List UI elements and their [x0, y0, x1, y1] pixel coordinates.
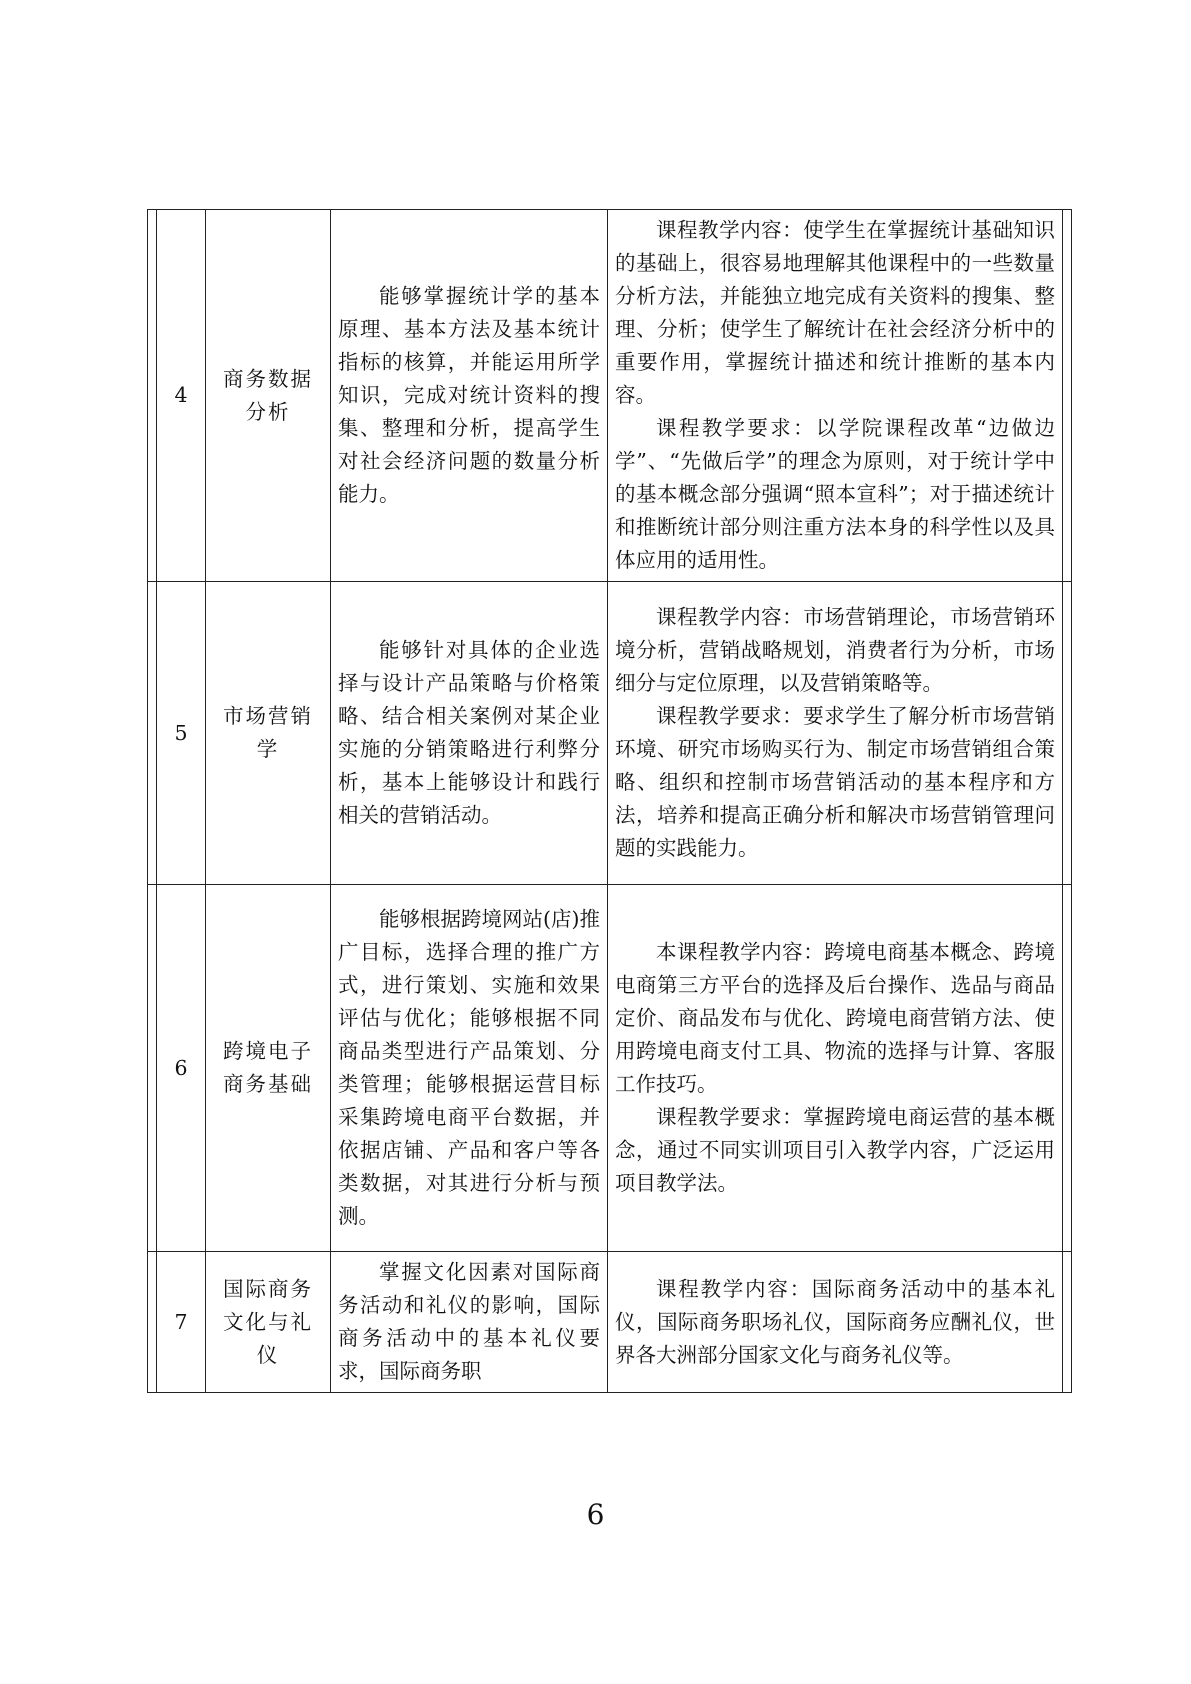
left-margin-cell	[148, 582, 157, 885]
course-goal	[331, 1252, 608, 1393]
page-number: 6	[586, 1498, 605, 1531]
course-name: 市场营销学	[206, 582, 331, 885]
right-margin-cell	[1063, 885, 1072, 1252]
course-table	[147, 209, 1072, 1393]
teaching-requirement: 课程教学要求：以学院课程改革“边做边学”、“先做后学”的理念为原则，对于统计学中的基本概念部分强调“照本宣科”；对于描述统计和推断统计部分则注重方法本身的科学性以及具体应用的适用性。	[615, 416, 1055, 572]
course-description	[608, 582, 1063, 885]
course-goal-text: 能够针对具体的企业选择与设计产品策略与价格策略、结合相关案例对某企业实施的分销策略进行利弊分析，基本上能够设计和践行相关的营销活动。	[338, 638, 600, 827]
course-description	[608, 885, 1063, 1252]
left-margin-cell	[148, 210, 157, 582]
course-goal-text: 能够掌握统计学的基本原理、基本方法及基本统计指标的核算，并能运用所学知识，完成对统计资料的搜集、整理和分析，提高学生对社会经济问题的数量分析能力。	[338, 284, 600, 506]
course-description	[608, 210, 1063, 582]
course-goal-text: 掌握文化因素对国际商务活动和礼仪的影响，国际商务活动中的基本礼仪要求，国际商务职	[338, 1260, 600, 1383]
table-row	[148, 1252, 1072, 1393]
right-margin-cell	[1063, 1252, 1072, 1393]
course-number: 4	[157, 210, 206, 582]
course-name: 跨境电子商务基础	[206, 885, 331, 1252]
course-goal	[331, 582, 608, 885]
right-margin-cell	[1063, 210, 1072, 582]
course-description	[608, 1252, 1063, 1393]
table-row	[148, 210, 1072, 582]
table-row	[148, 582, 1072, 885]
teaching-content: 课程教学内容：国际商务活动中的基本礼仪，国际商务职场礼仪，国际商务应酬礼仪，世界各大洲部分国家文化与商务礼仪等。	[615, 1276, 1055, 1367]
course-goal	[331, 210, 608, 582]
table-row	[148, 885, 1072, 1252]
course-number: 5	[157, 582, 206, 885]
course-name: 国际商务文化与礼仪	[206, 1252, 331, 1393]
course-table-wrapper	[147, 209, 1069, 1393]
course-name: 商务数据分析	[206, 210, 331, 582]
teaching-content: 课程教学内容：使学生在掌握统计基础知识的基础上，很容易地理解其他课程中的一些数量分析方法，并能独立地完成有关资料的搜集、整理、分析；使学生了解统计在社会经济分析中的重要作用，掌握统计描述和统计推断的基本内容。	[615, 218, 1055, 407]
course-goal-text: 能够根据跨境网站(店)推广目标，选择合理的推广方式，进行策划、实施和效果评估与优化；能够根据不同商品类型进行产品策划、分类管理；能够根据运营目标采集跨境电商平台数据，并依据店铺、产品和客户等各类数据，对其进行分析与预测。	[338, 907, 600, 1228]
teaching-requirement: 课程教学要求：掌握跨境电商运营的基本概念，通过不同实训项目引入教学内容，广泛运用项目教学法。	[615, 1105, 1055, 1195]
teaching-content: 本课程教学内容：跨境电商基本概念、跨境电商第三方平台的选择及后台操作、选品与商品定价、商品发布与优化、跨境电商营销方法、使用跨境电商支付工具、物流的选择与计算、客服工作技巧。	[615, 940, 1055, 1096]
teaching-requirement: 课程教学要求：要求学生了解分析市场营销环境、研究市场购买行为、制定市场营销组合策略、组织和控制市场营销活动的基本程序和方法，培养和提高正确分析和解决市场营销管理问题的实践能力。	[615, 704, 1055, 860]
right-margin-cell	[1063, 582, 1072, 885]
left-margin-cell	[148, 885, 157, 1252]
teaching-content: 课程教学内容：市场营销理论，市场营销环境分析，营销战略规划，消费者行为分析，市场细分与定位原理，以及营销策略等。	[615, 605, 1055, 695]
course-number: 7	[157, 1252, 206, 1393]
course-goal	[331, 885, 608, 1252]
left-margin-cell	[148, 1252, 157, 1393]
course-number: 6	[157, 885, 206, 1252]
